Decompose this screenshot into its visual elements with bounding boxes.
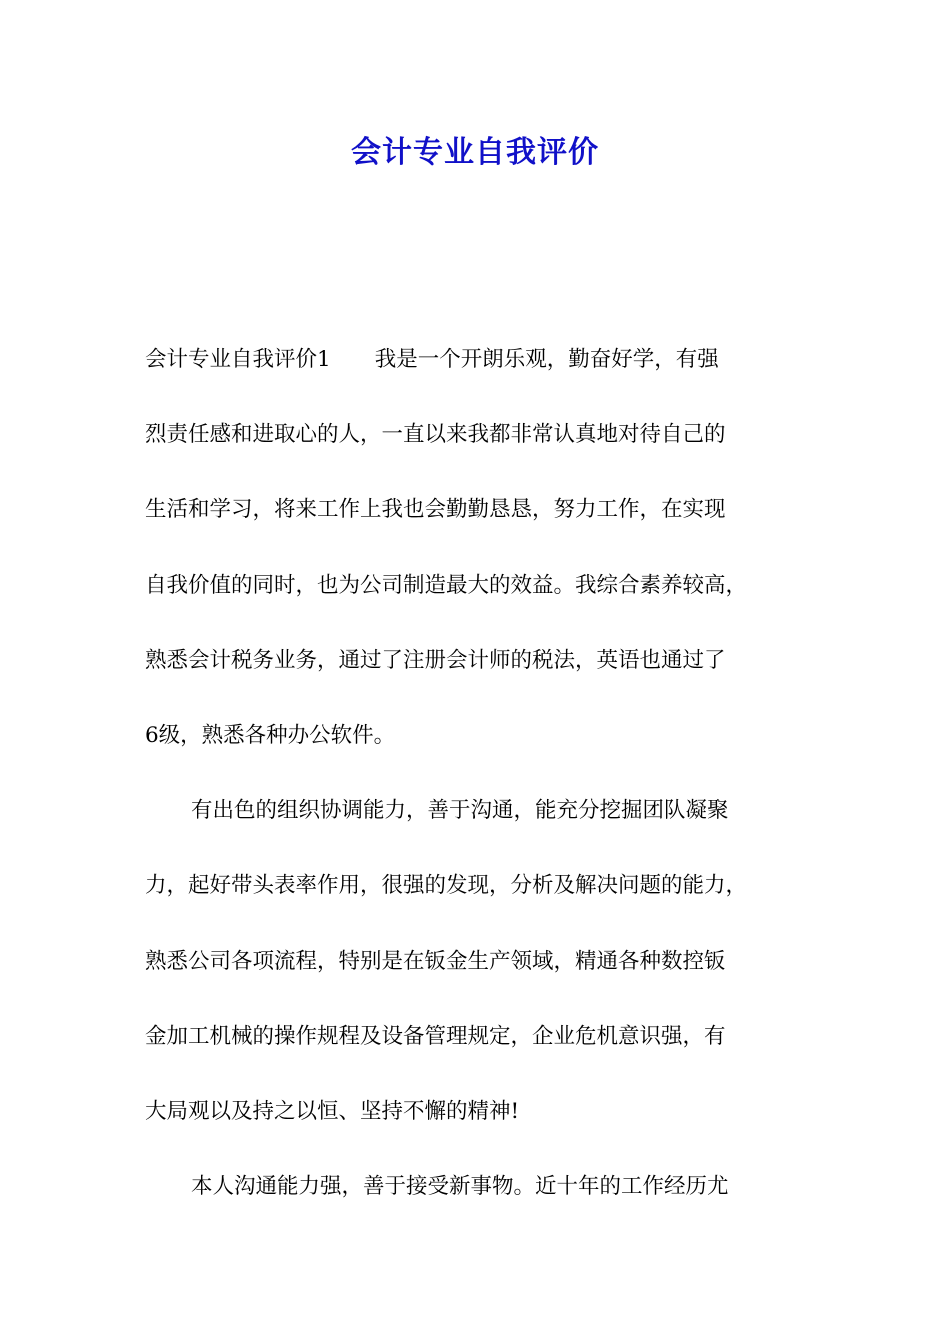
paragraph-line: 金加工机械的操作规程及设备管理规定，企业危机意识强，有 (145, 1023, 726, 1049)
paragraph-line: 熟悉会计税务业务，通过了注册会计师的税法，英语也通过了 (145, 647, 726, 673)
paragraph-line (145, 338, 825, 413)
paragraph-text: 我是一个开朗乐观，勤奋好学，有强 (374, 347, 719, 372)
paragraph-line: 有出色的组织协调能力，善于沟通，能充分挖掘团队凝聚 (191, 798, 729, 824)
paragraph-line: 大局观以及持之以恒、坚持不懈的精神! (145, 1098, 520, 1124)
paragraph-line: 力，起好带头表率作用，很强的发现，分析及解决问题的能力， (145, 873, 748, 899)
paragraph-line: 烈责任感和进取心的人，一直以来我都非常认真地对待自己的 (145, 422, 726, 448)
section-heading: 会计专业自我评价1 (145, 347, 331, 372)
document-body (145, 338, 825, 1240)
paragraph-line: 本人沟通能力强，善于接受新事物。近十年的工作经历尤 (191, 1174, 729, 1200)
paragraph-line: 6级，熟悉各种办公软件。 (145, 722, 396, 748)
document-title: 会计专业自我评价 (351, 135, 599, 170)
paragraph-line: 自我价值的同时，也为公司制造最大的效益。我综合素养较高， (145, 572, 748, 598)
paragraph-line: 熟悉公司各项流程，特别是在钣金生产领域，精通各种数控钣 (145, 948, 726, 974)
paragraph-line: 生活和学习，将来工作上我也会勤勤恳恳，努力工作，在实现 (145, 497, 726, 523)
